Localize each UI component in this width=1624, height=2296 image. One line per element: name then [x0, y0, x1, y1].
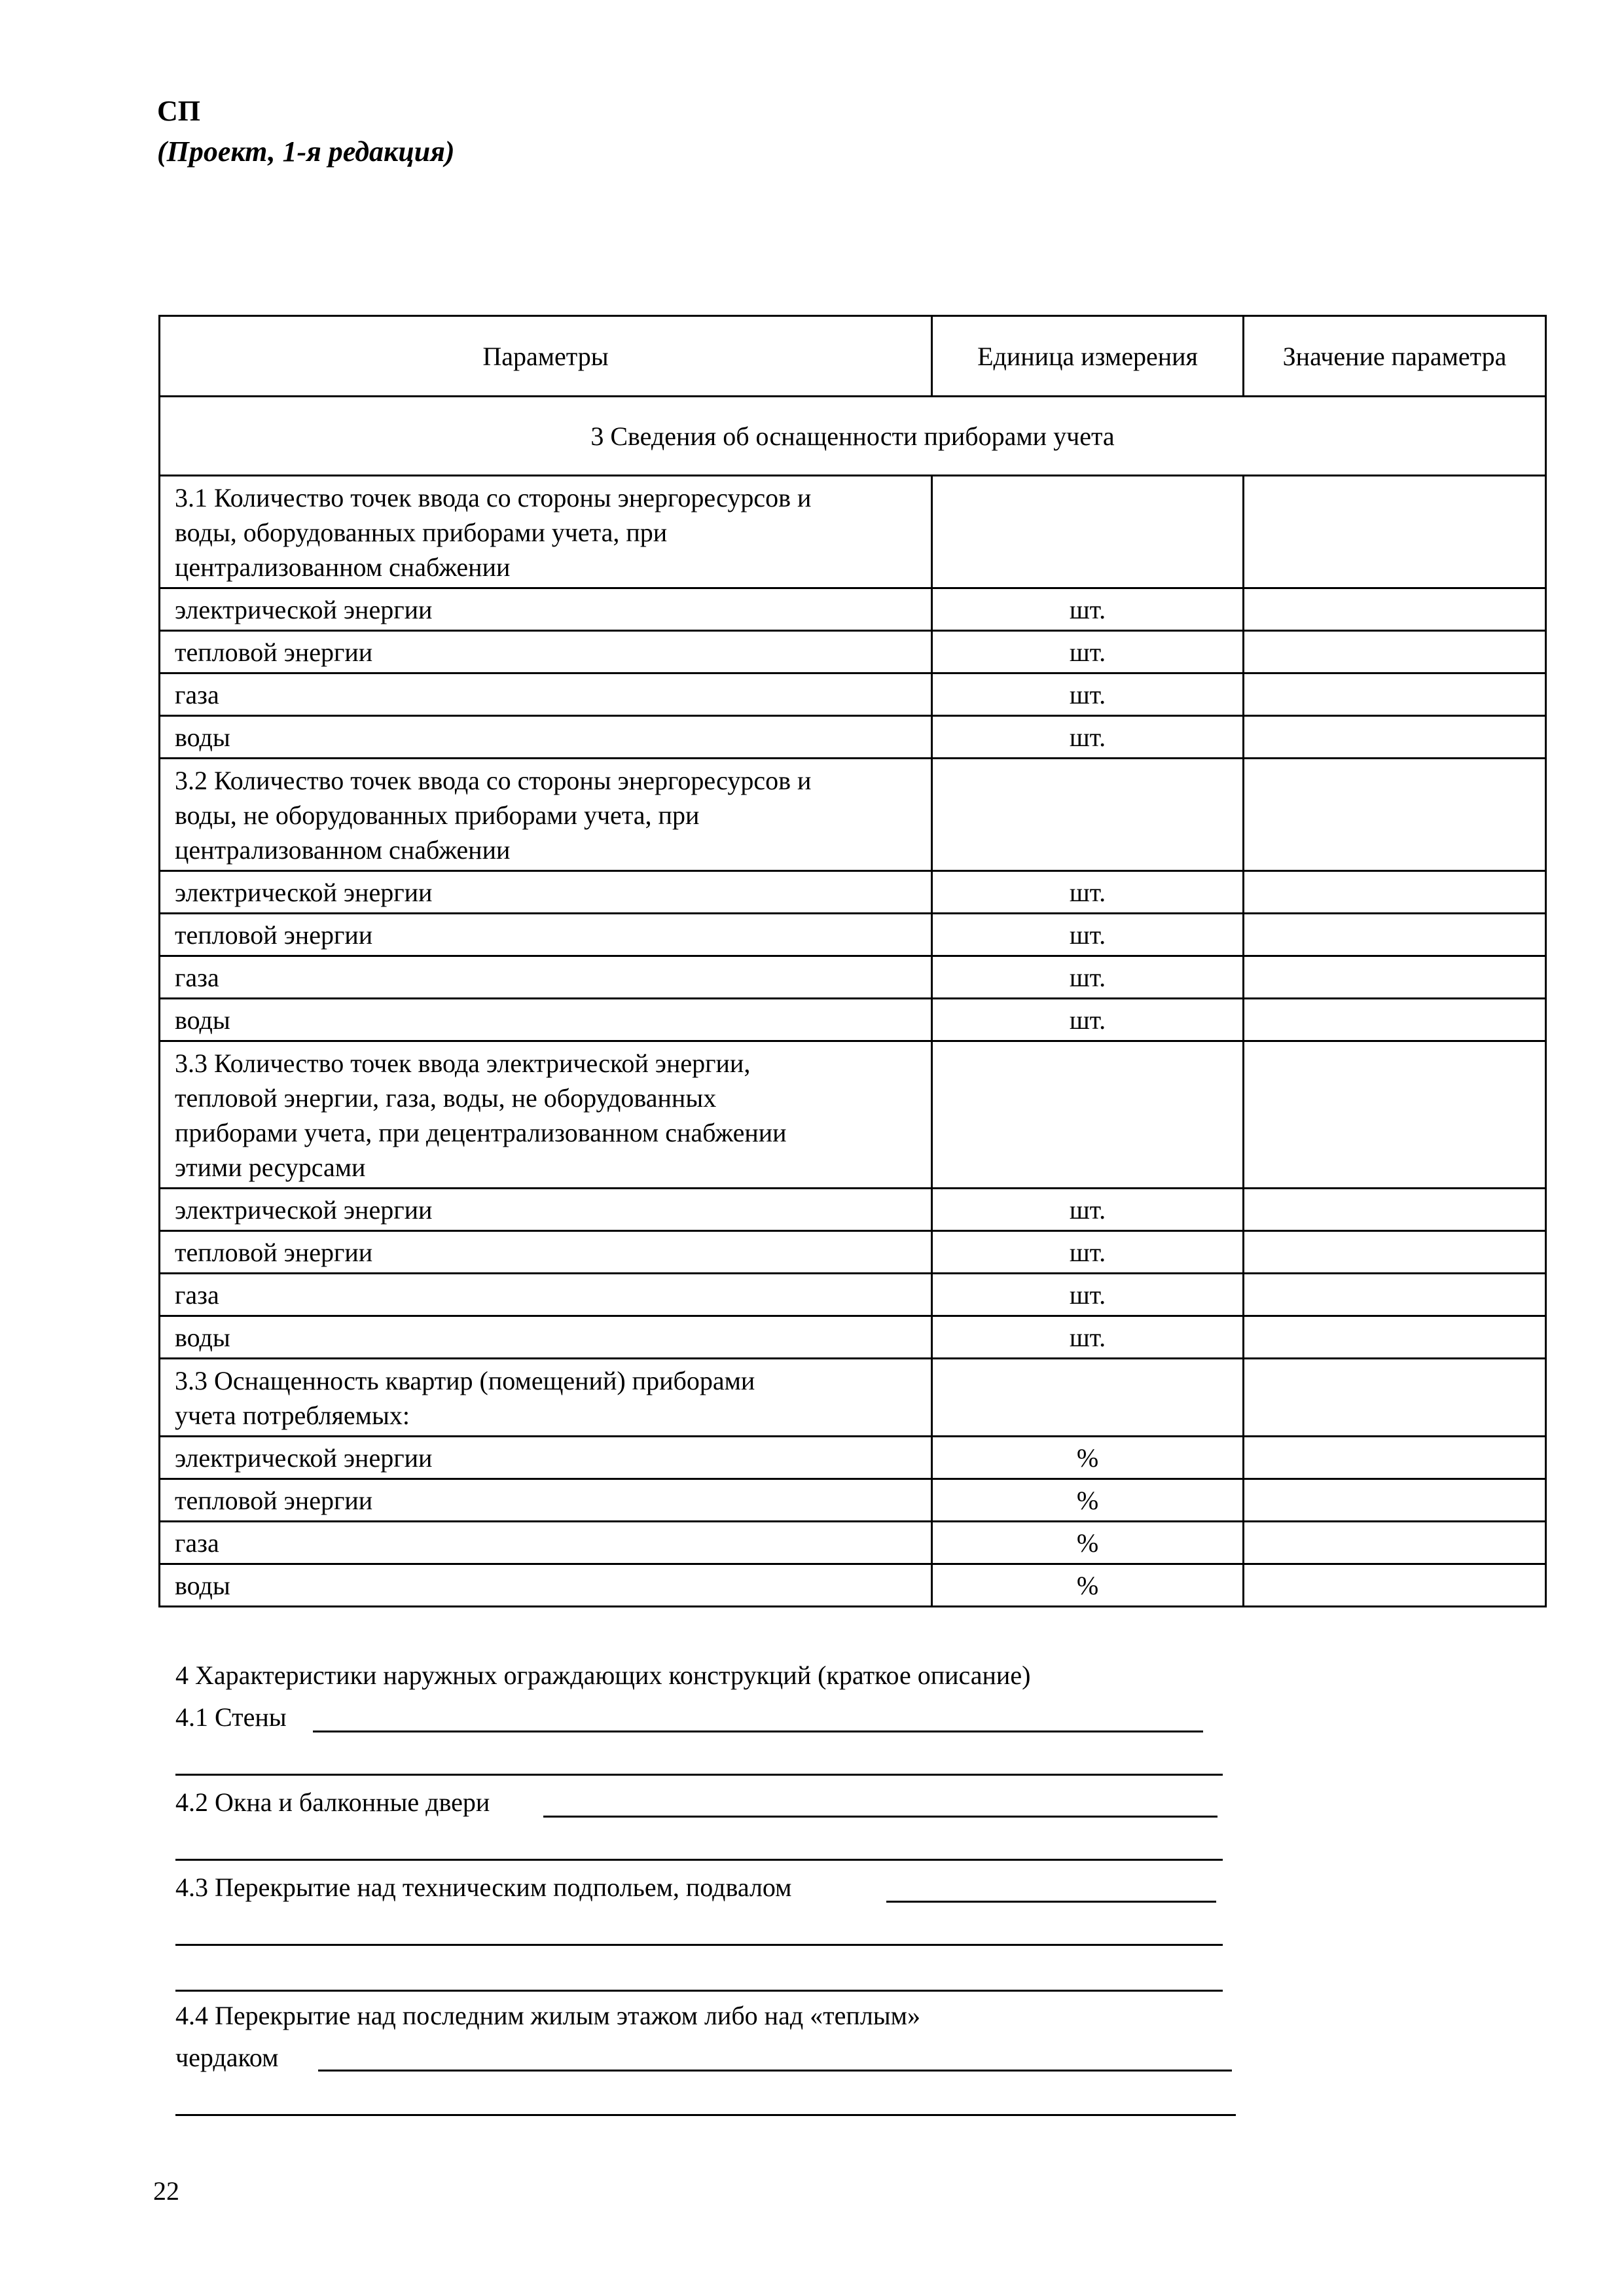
group-title	[160, 759, 932, 871]
row-label: электрической энергии	[160, 871, 932, 914]
row-label: газа	[160, 1522, 932, 1564]
group-value-cell[interactable]	[1244, 476, 1546, 588]
row-value-input[interactable]	[1244, 1437, 1546, 1479]
group-row	[160, 476, 1546, 588]
roof-label: 4.4 Перекрытие над последним жилым этажом либо над «теплым»	[175, 2001, 920, 2030]
table-row	[160, 1316, 1546, 1359]
row-unit: шт.	[932, 1231, 1244, 1274]
row-unit: шт.	[932, 716, 1244, 759]
section-title: 3 Сведения об оснащенности приборами учета	[160, 397, 1546, 476]
table-row	[160, 1479, 1546, 1522]
table-row	[160, 1231, 1546, 1274]
column-header-parameters: Параметры	[160, 316, 932, 397]
row-label: тепловой энергии	[160, 1479, 932, 1522]
row-label: тепловой энергии	[160, 914, 932, 956]
parameters-table	[158, 315, 1547, 1607]
group-unit-cell	[932, 476, 1244, 588]
row-unit: %	[932, 1564, 1244, 1607]
row-value-input[interactable]	[1244, 1564, 1546, 1607]
row-label: электрической энергии	[160, 588, 932, 631]
section-row	[160, 397, 1546, 476]
row-unit: %	[932, 1522, 1244, 1564]
row-unit: %	[932, 1479, 1244, 1522]
row-unit: шт.	[932, 871, 1244, 914]
group-title	[160, 1359, 932, 1437]
group-value-cell[interactable]	[1244, 1359, 1546, 1437]
basement-field-continued[interactable]	[175, 1944, 1223, 1946]
basement-field-continued-2[interactable]	[175, 1990, 1223, 1992]
row-unit: шт.	[932, 1189, 1244, 1231]
group-unit-cell	[932, 1041, 1244, 1189]
table-row	[160, 871, 1546, 914]
row-label: тепловой энергии	[160, 1231, 932, 1274]
table-row	[160, 1522, 1546, 1564]
group-row	[160, 1359, 1546, 1437]
row-label: воды	[160, 1564, 932, 1607]
row-value-input[interactable]	[1244, 1274, 1546, 1316]
table-row	[160, 914, 1546, 956]
windows-field[interactable]	[543, 1816, 1218, 1818]
row-value-input[interactable]	[1244, 1316, 1546, 1359]
table-row	[160, 631, 1546, 673]
table-row	[160, 716, 1546, 759]
roof-field-continued[interactable]	[175, 2114, 1236, 2116]
row-value-input[interactable]	[1244, 871, 1546, 914]
row-value-input[interactable]	[1244, 631, 1546, 673]
row-value-input[interactable]	[1244, 588, 1546, 631]
row-value-input[interactable]	[1244, 999, 1546, 1041]
row-label: воды	[160, 999, 932, 1041]
table-row	[160, 1189, 1546, 1231]
row-unit: шт.	[932, 956, 1244, 999]
group-title-line: 3.3 Количество точек ввода электрической энергии,	[175, 1049, 751, 1078]
group-title-line: централизованном снабжении	[175, 835, 511, 865]
group-title-line: централизованном снабжении	[175, 552, 511, 582]
row-value-input[interactable]	[1244, 1189, 1546, 1231]
group-value-cell[interactable]	[1244, 1041, 1546, 1189]
group-title-line: 3.3 Оснащенность квартир (помещений) приборами	[175, 1366, 755, 1395]
document-edition: (Проект, 1-я редакция)	[157, 135, 455, 168]
table-row	[160, 999, 1546, 1041]
group-title-line: 3.1 Количество точек ввода со стороны энергоресурсов и	[175, 483, 812, 512]
group-unit-cell	[932, 759, 1244, 871]
group-title	[160, 476, 932, 588]
walls-field[interactable]	[313, 1731, 1203, 1732]
row-unit: шт.	[932, 631, 1244, 673]
windows-field-continued[interactable]	[175, 1859, 1223, 1861]
page-number: 22	[153, 2176, 179, 2206]
row-unit: шт.	[932, 914, 1244, 956]
row-unit: шт.	[932, 1274, 1244, 1316]
document-code: СП	[157, 95, 200, 127]
table-header-row	[160, 316, 1546, 397]
roof-field[interactable]	[318, 2070, 1232, 2072]
row-value-input[interactable]	[1244, 1479, 1546, 1522]
row-label: электрической энергии	[160, 1189, 932, 1231]
group-row	[160, 1041, 1546, 1189]
group-row	[160, 759, 1546, 871]
table-row	[160, 673, 1546, 716]
row-value-input[interactable]	[1244, 956, 1546, 999]
windows-label: 4.2 Окна и балконные двери	[175, 1787, 490, 1817]
group-title-line: учета потребляемых:	[175, 1401, 410, 1430]
row-value-input[interactable]	[1244, 716, 1546, 759]
group-title-line: 3.2 Количество точек ввода со стороны энергоресурсов и	[175, 766, 812, 795]
column-header-unit: Единица измерения	[932, 316, 1244, 397]
row-label: воды	[160, 716, 932, 759]
row-label: тепловой энергии	[160, 631, 932, 673]
group-unit-cell	[932, 1359, 1244, 1437]
roof-label-continued: чердаком	[175, 2043, 279, 2072]
row-label: газа	[160, 956, 932, 999]
group-title-line: воды, не оборудованных приборами учета, при	[175, 800, 700, 830]
table-row	[160, 1437, 1546, 1479]
column-header-value: Значение параметра	[1244, 316, 1546, 397]
row-unit: шт.	[932, 588, 1244, 631]
group-title-line: тепловой энергии, газа, воды, не оборудованных	[175, 1083, 717, 1113]
row-label: воды	[160, 1316, 932, 1359]
group-value-cell[interactable]	[1244, 759, 1546, 871]
row-value-input[interactable]	[1244, 1231, 1546, 1274]
row-value-input[interactable]	[1244, 914, 1546, 956]
table-row	[160, 1564, 1546, 1607]
group-title-line: этими ресурсами	[175, 1153, 366, 1182]
row-unit: шт.	[932, 1316, 1244, 1359]
walls-label: 4.1 Стены	[175, 1702, 287, 1732]
table-row	[160, 588, 1546, 631]
table-row	[160, 956, 1546, 999]
basement-label: 4.3 Перекрытие над техническим подпольем, подвалом	[175, 1873, 792, 1902]
group-title	[160, 1041, 932, 1189]
row-value-input[interactable]	[1244, 1522, 1546, 1564]
row-label: газа	[160, 673, 932, 716]
group-title-line: приборами учета, при децентрализованном снабжении	[175, 1118, 787, 1147]
row-label: электрической энергии	[160, 1437, 932, 1479]
table-row	[160, 1274, 1546, 1316]
row-label: газа	[160, 1274, 932, 1316]
section-4-title: 4 Характеристики наружных ограждающих конструкций (краткое описание)	[175, 1660, 1031, 1690]
walls-field-continued[interactable]	[175, 1774, 1223, 1776]
row-value-input[interactable]	[1244, 673, 1546, 716]
row-unit: шт.	[932, 999, 1244, 1041]
group-title-line: воды, оборудованных приборами учета, при	[175, 518, 668, 547]
row-unit: шт.	[932, 673, 1244, 716]
row-unit: %	[932, 1437, 1244, 1479]
basement-field[interactable]	[886, 1901, 1216, 1903]
